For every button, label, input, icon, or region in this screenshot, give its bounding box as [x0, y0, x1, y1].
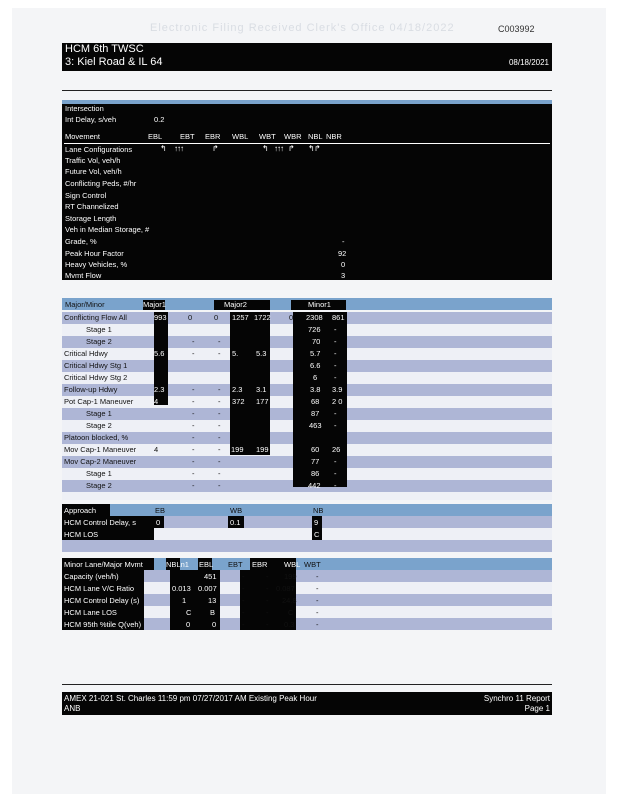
- mm-cell: -: [192, 397, 195, 406]
- lane-title: Minor Lane/Major Mvmt: [64, 560, 143, 569]
- mm-cell: -: [192, 349, 195, 358]
- mm-row-label: Stage 1: [86, 325, 112, 334]
- col-nbr: NBR: [326, 132, 342, 141]
- mm-cell: 5.3: [256, 349, 267, 358]
- lane-cell: -: [242, 608, 245, 617]
- mm-cell: 70: [312, 337, 321, 346]
- footer-rule: [62, 684, 552, 685]
- lane-cell: 0.3: [284, 620, 295, 629]
- lane-wbr-icon: ↱: [288, 144, 294, 153]
- lane-cell: -: [316, 572, 319, 581]
- lane-col: WBT: [304, 560, 321, 569]
- mm-row-label: Mov Cap-1 Maneuver: [64, 445, 137, 454]
- mm-cell: -: [192, 385, 195, 394]
- mm-cell: 6: [313, 373, 318, 382]
- row-label: Peak Hour Factor: [65, 249, 124, 258]
- report-footer: [62, 692, 552, 715]
- col-ebt: EBT: [180, 132, 195, 141]
- mm-cell: 2.3: [154, 385, 165, 394]
- lane-cell: -: [266, 596, 269, 605]
- mm-cell: -: [334, 409, 337, 418]
- approach-title: Approach: [64, 506, 97, 515]
- mm-cell: 60: [311, 445, 320, 454]
- approach-cell: 9: [314, 518, 319, 527]
- lane-ebt-icon: ↑↑↑: [174, 144, 183, 153]
- mm-cell: 0: [214, 313, 219, 322]
- approach-header: [62, 504, 552, 516]
- mm-cell: 86: [311, 469, 320, 478]
- mm-cell: 4: [154, 445, 159, 454]
- mm-cell: -: [334, 373, 337, 382]
- lane-cell: 0.007: [198, 584, 217, 593]
- lane-cell: -: [242, 596, 245, 605]
- mm-cell: -: [334, 337, 337, 346]
- row-label: Mvmt Flow: [65, 271, 102, 280]
- mm-cell: 3.1: [256, 385, 267, 394]
- filing-stamp-text: Electronic Filing Received Clerk's Office 04/18/2022: [150, 22, 455, 34]
- lane-nbl-icon: ↰: [308, 144, 314, 153]
- mm-cell: 199: [231, 445, 244, 454]
- mm-cell: -: [192, 421, 195, 430]
- mm-cell: -: [218, 385, 221, 394]
- mm-row-label: Stage 1: [86, 469, 112, 478]
- footer-software: Synchro 11 Report: [483, 694, 550, 703]
- mm-cell: 861: [332, 313, 345, 322]
- lane-row-label: Capacity (veh/h): [64, 572, 119, 581]
- mm-cell: 3.8: [310, 385, 321, 394]
- mm-cell: -: [218, 457, 221, 466]
- approach-row-label: HCM Control Delay, s: [64, 518, 136, 527]
- lane-ebr-icon: ↱: [212, 144, 218, 153]
- mm-cell: -: [192, 469, 195, 478]
- mm-cell: 726: [308, 325, 321, 334]
- mm-row-label: Platoon blocked, %: [64, 433, 129, 442]
- mm-cell: -: [218, 469, 221, 478]
- lane-cell: 0.087: [276, 584, 295, 593]
- approach-cell: 0.1: [230, 518, 241, 527]
- lane-col: EBL: [199, 560, 214, 569]
- col-ebr: EBR: [205, 132, 221, 141]
- col-ebl: EBL: [148, 132, 163, 141]
- approach-row-label: HCM LOS: [64, 530, 99, 539]
- mm-row-label: Pot Cap-1 Maneuver: [64, 397, 134, 406]
- mm-cell: 3.9: [332, 385, 343, 394]
- lane-wbt-icon: ↑↑↑: [274, 144, 283, 153]
- lane-row-label: HCM Control Delay (s): [64, 596, 140, 605]
- major2-label: Major2: [224, 300, 247, 309]
- intersection-name: 3: Kiel Road & IL 64: [65, 56, 163, 68]
- mm-row-label: Stage 2: [86, 421, 112, 430]
- mm-cell: -: [192, 457, 195, 466]
- lane-col: EBR: [252, 560, 268, 569]
- mm-row-label: Critical Hdwy Stg 2: [64, 373, 128, 382]
- mm-cell: 442: [308, 481, 321, 490]
- lane-cell: -: [316, 596, 319, 605]
- mm-cell: -: [334, 325, 337, 334]
- mm-cell: 5.6: [154, 349, 165, 358]
- int-delay-label: Int Delay, s/veh: [65, 115, 117, 124]
- lane-cell: -: [316, 608, 319, 617]
- lane-cell: 24.8: [282, 596, 297, 605]
- mm-cell: 1257: [232, 313, 249, 322]
- phf-nbr: 92: [338, 249, 347, 258]
- row-label: Veh in Median Storage, #: [65, 225, 150, 234]
- row-label: Future Vol, veh/h: [65, 167, 122, 176]
- mm-cell: -: [334, 349, 337, 358]
- mm-cell: -: [218, 481, 221, 490]
- footer-author: ANB: [64, 704, 81, 713]
- lane-cell: 451: [204, 572, 217, 581]
- lane-cell: 13: [208, 596, 217, 605]
- approach-nb: NB: [313, 506, 324, 515]
- lane-ebl-icon: ↰: [160, 144, 166, 153]
- lane-cell: -: [242, 620, 245, 629]
- lane-row-label: HCM 95th %tile Q(veh): [64, 620, 142, 629]
- row-band: [62, 540, 552, 552]
- mm-cell: 87: [311, 409, 320, 418]
- col-wbl: WBL: [232, 132, 249, 141]
- mm-row-label: Conflicting Flow All: [64, 313, 127, 322]
- mm-cell: 77: [311, 457, 320, 466]
- divider: [62, 90, 552, 91]
- mm-cell: 5.: [232, 349, 239, 358]
- mm-cell: 5.7: [310, 349, 321, 358]
- major1-label: Major1: [143, 300, 166, 309]
- mm-cell: -: [334, 457, 337, 466]
- minor1-label: Minor1: [308, 300, 331, 309]
- mm-cell: 372: [232, 397, 245, 406]
- row-label: RT Channelized: [65, 202, 119, 211]
- mm-cell: 2.3: [232, 385, 243, 394]
- lane-cell: C: [186, 608, 192, 617]
- mm-row-label: Stage 2: [86, 481, 112, 490]
- mm-cell: -: [218, 337, 221, 346]
- mm-cell: 2 0: [332, 397, 343, 406]
- document-id: C003992: [498, 24, 535, 34]
- report-title: HCM 6th TWSC: [65, 43, 144, 55]
- mm-row-label: Critical Hdwy Stg 1: [64, 361, 128, 370]
- mm-cell: -: [218, 409, 221, 418]
- mm-cell: -: [192, 337, 195, 346]
- mm-cell: -: [334, 421, 337, 430]
- lane-cell: 199: [284, 572, 297, 581]
- mm-cell: 4: [154, 397, 159, 406]
- flow-nbr: 3: [341, 271, 346, 280]
- mm-cell: -: [218, 421, 221, 430]
- row-label: Traffic Vol, veh/h: [65, 156, 121, 165]
- mm-cell: 177: [256, 397, 269, 406]
- col-nbl: NBL: [308, 132, 323, 141]
- lane-nbr-icon: ↱: [314, 144, 320, 153]
- lane-cell: -: [266, 584, 269, 593]
- mm-cell: -: [192, 409, 195, 418]
- footer-project: AMEX 21-021 St. Charles 11:59 pm 07/27/2017 AM Existing Peak Hour: [64, 694, 317, 703]
- mm-cell: -: [334, 481, 337, 490]
- report-title-bar: [62, 43, 552, 71]
- mm-cell: -: [192, 481, 195, 490]
- grade-nbr: -: [342, 237, 345, 246]
- heavy-nbr: 0: [341, 260, 346, 269]
- header-rule: [64, 143, 550, 144]
- int-delay-value: 0.2: [154, 115, 165, 124]
- lane-cell: -: [242, 584, 245, 593]
- approach-cell: C: [314, 530, 320, 539]
- approach-wb: WB: [230, 506, 243, 515]
- movement-label: Movement: [65, 132, 101, 141]
- mm-cell: 6.6: [310, 361, 321, 370]
- mm-cell: -: [218, 445, 221, 454]
- footer-page: Page 1: [524, 704, 550, 713]
- lane-cell: -: [242, 572, 245, 581]
- mm-cell: -: [192, 445, 195, 454]
- lane-cell: -: [316, 584, 319, 593]
- mm-cell: -: [192, 433, 195, 442]
- major2-col-dark: [230, 312, 270, 455]
- row-label: Sign Control: [65, 191, 107, 200]
- mm-cell: -: [334, 469, 337, 478]
- row-label: Grade, %: [65, 237, 97, 246]
- mm-cell: 199: [256, 445, 269, 454]
- mm-row-label: Stage 2: [86, 337, 112, 346]
- intersection-table: [62, 104, 552, 280]
- mm-cell: -: [218, 433, 221, 442]
- mm-cell: -: [218, 349, 221, 358]
- col-wbr: WBR: [284, 132, 302, 141]
- report-date: 08/18/2021: [508, 58, 549, 67]
- lane-row-label: HCM Lane LOS: [64, 608, 117, 617]
- lane-col: NBLn1: [166, 560, 189, 569]
- lane-cell: 0: [212, 620, 217, 629]
- intersection-heading: Intersection: [65, 104, 104, 113]
- mm-cell: 993: [154, 313, 167, 322]
- mm-row-label: Mov Cap-2 Maneuver: [64, 457, 137, 466]
- approach-eb: EB: [155, 506, 166, 515]
- lane-cell: 0: [186, 620, 191, 629]
- approach-cell: 0: [156, 518, 161, 527]
- col-wbt: WBT: [259, 132, 276, 141]
- lane-cell: -: [266, 620, 269, 629]
- mm-cell: 1722: [254, 313, 271, 322]
- lane-config-label: Lane Configurations: [65, 145, 133, 154]
- row-label: Storage Length: [65, 214, 117, 223]
- row-label: Heavy Vehicles, %: [65, 260, 128, 269]
- lane-wbl-icon: ↰: [262, 144, 268, 153]
- lane-cell: -: [266, 608, 269, 617]
- mm-cell: 26: [332, 445, 341, 454]
- mm-cell: 2308: [306, 313, 323, 322]
- row-band: [62, 492, 552, 500]
- lane-cell: -: [266, 572, 269, 581]
- mm-cell: -: [218, 397, 221, 406]
- mm-cell: 0: [289, 313, 294, 322]
- lane-cell: 1: [182, 596, 187, 605]
- lane-col: WBL: [284, 560, 301, 569]
- lane-row-label: HCM Lane V/C Ratio: [64, 584, 135, 593]
- row-label: Conflicting Peds, #/hr: [65, 179, 137, 188]
- mm-cell: 0: [188, 313, 193, 322]
- mm-cell: -: [334, 361, 337, 370]
- lane-cell: C: [288, 608, 294, 617]
- lane-cell: B: [210, 608, 216, 617]
- mm-cell: 463: [309, 421, 322, 430]
- lane-cell: 0.013: [172, 584, 191, 593]
- mm-row-label: Stage 1: [86, 409, 112, 418]
- mm-title: Major/Minor: [65, 300, 105, 309]
- lane-cell: -: [316, 620, 319, 629]
- mm-cell: 68: [311, 397, 320, 406]
- mm-row-label: Critical Hdwy: [64, 349, 108, 358]
- mm-row-label: Follow-up Hdwy: [64, 385, 118, 394]
- lane-col: EBT: [228, 560, 243, 569]
